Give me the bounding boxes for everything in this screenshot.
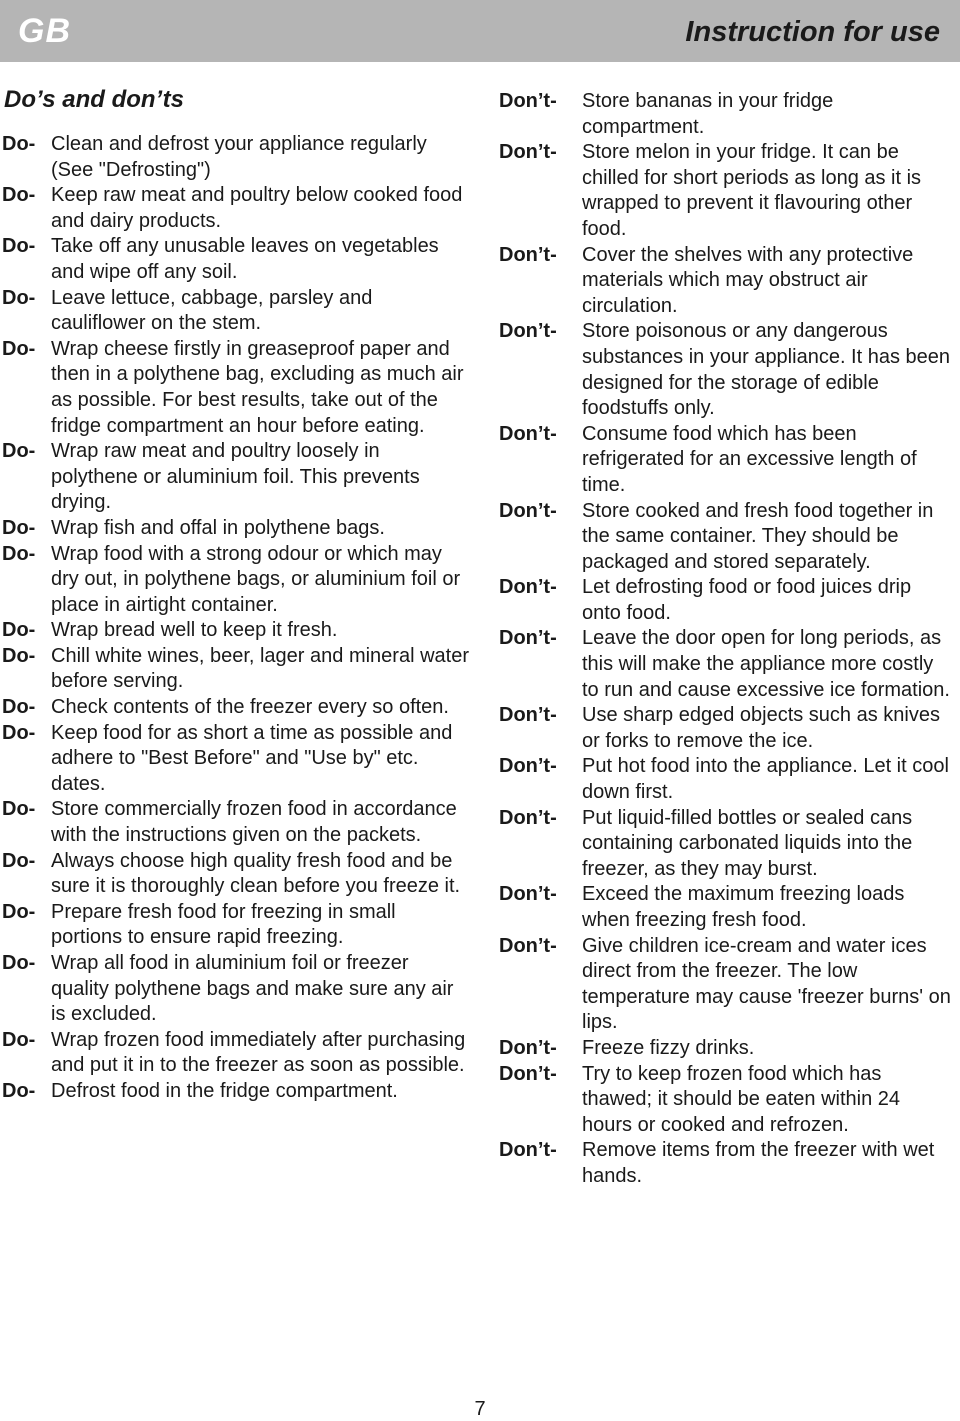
page-number: 7 — [474, 1398, 486, 1420]
dont-text: Store cooked and fresh food together in the same container. They should be packaged and stored separately. — [582, 499, 934, 573]
dont-text: Try to keep frozen food which has thawed; it should be eaten within 24 hours or cooked and refrozen. — [582, 1062, 900, 1136]
dont-term: Don’t- — [499, 499, 557, 522]
do-item — [2, 542, 470, 619]
dont-term: Don’t- — [499, 1036, 557, 1059]
do-text: Prepare fresh food for freezing in small portions to ensure rapid freezing. — [51, 900, 396, 949]
do-text: Leave lettuce, cabbage, parsley and cauliflower on the stem. — [51, 286, 373, 335]
dont-item — [499, 89, 955, 140]
do-term: Do- — [2, 900, 36, 923]
dont-item — [499, 499, 955, 576]
do-term: Do- — [2, 286, 36, 309]
dont-text: Put liquid-filled bottles or sealed cans containing carbonated liquids into the freezer, as they may burst. — [582, 806, 913, 880]
do-term: Do- — [2, 619, 36, 642]
dont-term: Don’t- — [499, 627, 557, 650]
do-term: Do- — [2, 337, 36, 360]
dont-item — [499, 575, 955, 626]
dont-text: Store poisonous or any dangerous substances in your appliance. It has been designed for the storage of edible foodstuffs only. — [582, 320, 951, 420]
language-label: GB — [18, 12, 71, 50]
dont-item — [499, 934, 955, 1036]
do-item — [2, 1079, 470, 1105]
dos-list — [2, 132, 470, 1105]
dont-text: Consume food which has been refrigerated for an excessive length of time. — [582, 422, 917, 496]
dont-text: Give children ice-cream and water ices direct from the freezer. The low temperature may cause 'freezer burns' on lips. — [582, 934, 951, 1034]
do-term: Do- — [2, 542, 36, 565]
do-text: Always choose high quality fresh food and be sure it is thoroughly clean before you freeze it. — [51, 849, 461, 898]
do-text: Keep raw meat and poultry below cooked food and dairy products. — [51, 184, 463, 232]
do-item — [2, 516, 470, 542]
do-item — [2, 695, 470, 721]
do-item — [2, 900, 470, 951]
dont-term: Don’t- — [499, 422, 557, 445]
do-term: Do- — [2, 235, 36, 258]
do-item — [2, 1028, 470, 1079]
dont-term: Don’t- — [499, 806, 557, 829]
do-text: Defrost food in the fridge compartment. — [51, 1079, 398, 1102]
do-text: Wrap raw meat and poultry loosely in polythene or aluminium foil. This prevents drying. — [51, 440, 420, 514]
dont-term: Don’t- — [499, 141, 557, 164]
dont-text: Freeze fizzy drinks. — [582, 1036, 755, 1059]
do-item — [2, 797, 470, 848]
do-term: Do- — [2, 696, 36, 719]
dont-term: Don’t- — [499, 243, 557, 266]
header-bar — [0, 0, 960, 62]
do-item — [2, 337, 470, 439]
do-text: Check contents of the freezer every so often. — [51, 696, 449, 719]
dont-item — [499, 806, 955, 883]
do-text: Wrap frozen food immediately after purchasing and put it in to the freezer as soon as possible. — [51, 1028, 466, 1077]
donts-list — [499, 89, 955, 1190]
dont-term: Don’t- — [499, 320, 557, 343]
do-term: Do- — [2, 1028, 36, 1051]
dont-item — [499, 140, 955, 242]
dont-term: Don’t- — [499, 576, 557, 599]
dont-item — [499, 882, 955, 933]
do-text: Wrap food with a strong odour or which may dry out, in polythene bags, or aluminium foil or place in airtight container. — [51, 542, 461, 616]
do-item — [2, 132, 470, 183]
do-item — [2, 618, 470, 644]
dont-term: Don’t- — [499, 1139, 557, 1162]
section-title: Do’s and don’ts — [4, 86, 184, 113]
dont-text: Remove items from the freezer with wet hands. — [582, 1139, 935, 1187]
dont-term: Don’t- — [499, 704, 557, 727]
dont-term: Don’t- — [499, 1062, 557, 1085]
do-text: Wrap cheese firstly in greaseproof paper and then in a polythene bag, excluding as much air as possible. For best results, take out of the fridge compartment an hour before eating. — [51, 337, 464, 437]
do-term: Do- — [2, 644, 36, 667]
do-text: Wrap all food in aluminium foil or freezer quality polythene bags and make sure any air is excluded. — [51, 952, 454, 1026]
do-item — [2, 439, 470, 516]
document-title: Instruction for use — [685, 16, 940, 48]
do-text: Take off any unusable leaves on vegetables and wipe off any soil. — [51, 235, 439, 283]
dont-text: Cover the shelves with any protective materials which may obstruct air circulation. — [582, 243, 914, 317]
dont-item — [499, 243, 955, 320]
do-item — [2, 183, 470, 234]
do-text: Chill white wines, beer, lager and mineral water before serving. — [51, 644, 469, 693]
do-term: Do- — [2, 133, 36, 155]
dont-item — [499, 422, 955, 499]
dont-item — [499, 1138, 955, 1189]
do-term: Do- — [2, 516, 36, 539]
dont-text: Exceed the maximum freezing loads when freezing fresh food. — [582, 883, 905, 931]
dont-item — [499, 754, 955, 805]
do-term: Do- — [2, 184, 36, 207]
dont-text: Put hot food into the appliance. Let it cool down first. — [582, 755, 949, 804]
dont-item — [499, 1036, 955, 1062]
dont-text: Let defrosting food or food juices drip onto food. — [582, 576, 912, 624]
dont-text: Use sharp edged objects such as knives or forks to remove the ice. — [582, 704, 940, 752]
do-text: Store commercially frozen food in accordance with the instructions given on the packets. — [51, 798, 457, 847]
do-term: Do- — [2, 440, 36, 463]
dont-text: Store bananas in your fridge compartment. — [582, 90, 834, 138]
dont-text: Store melon in your fridge. It can be chilled for short periods as long as it is wrapped to prevent it flavouring other food. — [582, 141, 922, 240]
dont-term: Don’t- — [499, 934, 557, 957]
do-item — [2, 951, 470, 1028]
do-item — [2, 234, 470, 285]
do-text: Keep food for as short a time as possible and adhere to "Best Before" and "Use by" etc. dates. — [51, 721, 453, 795]
dont-item — [499, 703, 955, 754]
do-text: Clean and defrost your appliance regularly (See "Defrosting") — [51, 133, 427, 181]
dont-term: Don’t- — [499, 90, 557, 112]
do-term: Do- — [2, 721, 36, 744]
do-item — [2, 644, 470, 695]
do-term: Do- — [2, 849, 36, 872]
dont-item — [499, 626, 955, 703]
dont-text: Leave the door open for long periods, as this will make the appliance more costly to run and cause excessive ice formation. — [582, 627, 950, 701]
dont-item — [499, 319, 955, 421]
dont-term: Don’t- — [499, 755, 557, 778]
do-text: Wrap fish and offal in polythene bags. — [51, 516, 385, 539]
dont-item — [499, 1062, 955, 1139]
do-text: Wrap bread well to keep it fresh. — [51, 619, 338, 642]
do-item — [2, 286, 470, 337]
do-term: Do- — [2, 1079, 36, 1102]
do-term: Do- — [2, 798, 36, 821]
do-item — [2, 721, 470, 798]
do-term: Do- — [2, 952, 36, 974]
do-item — [2, 849, 470, 900]
dont-term: Don’t- — [499, 883, 557, 906]
